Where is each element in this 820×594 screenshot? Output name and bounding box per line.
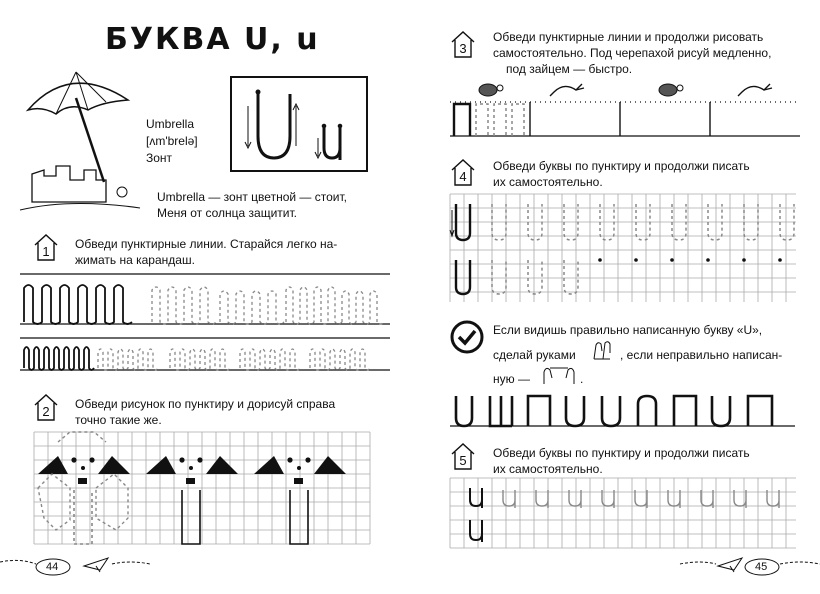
task-4-text-1: Обведи буквы по пунктиру и продолжи писать: [493, 159, 750, 173]
wave-small-dashed: [170, 349, 230, 370]
check-text-2: сделай руками: [493, 348, 576, 362]
start-dot: [778, 258, 782, 262]
poem-line-2: Меня от солнца защитит.: [157, 206, 298, 220]
pole: [74, 490, 92, 544]
page-corner-decoration: [0, 552, 150, 582]
check-letter: [566, 396, 584, 426]
task-5-number: 5: [459, 453, 467, 468]
task-4-text-2: их самостоятельно.: [493, 175, 603, 189]
right-page: [410, 0, 820, 594]
word-transcription: [ʌm'brelə]: [146, 134, 198, 148]
dot: [179, 457, 184, 462]
dot: [297, 466, 301, 470]
umbrella-part: [38, 456, 68, 474]
handle: [294, 478, 303, 484]
letter-u-dashed: [569, 490, 581, 508]
arrow-down: [450, 210, 454, 236]
umbrella-part: [254, 456, 284, 474]
umbrella-part: [314, 456, 346, 474]
handle: [186, 478, 195, 484]
task-3-animals-strip: [450, 78, 810, 144]
letter-u-dashed: [635, 490, 647, 508]
wave-dashed: [286, 287, 342, 324]
turtle-icon: [659, 84, 683, 96]
wave-dashed: [342, 291, 384, 324]
task-3-text-1: Обведи пунктирные линии и продолжи рисовать: [493, 30, 764, 44]
task-4-letter-grid: [450, 194, 800, 306]
letter-u-dashed: [536, 490, 548, 508]
letter-U-dashed: [492, 260, 506, 294]
start-dot: [598, 258, 602, 262]
letter-u-solid: [470, 520, 482, 542]
letter-U-dashed: [528, 260, 542, 294]
check-letter: [456, 396, 472, 426]
dot: [197, 457, 202, 462]
task-5-house-icon: [450, 442, 476, 470]
task-5-text-2: их самостоятельно.: [493, 462, 603, 476]
word-russian: Зонт: [146, 151, 173, 165]
check-letter: [748, 396, 772, 426]
check-letter: [674, 396, 696, 426]
task-3-number: 3: [459, 41, 467, 56]
task-3-text-2: самостоятельно. Под черепахой рисуй медленно,: [493, 46, 772, 60]
umbrella-part: [206, 456, 238, 474]
task-2-text-1: Обведи рисунок по пунктиру и дорисуй справа: [75, 397, 336, 411]
hands-apart-icon: [540, 362, 578, 388]
task-5-letter-grid: [450, 478, 800, 548]
check-mark-icon: [450, 320, 484, 354]
handle: [78, 478, 87, 484]
task-2-house-icon: [33, 393, 59, 421]
task-1-number: 1: [42, 244, 50, 259]
check-letter: [490, 396, 512, 426]
poem-line-1: Umbrella — зонт цветной — стоит,: [157, 190, 347, 204]
start-dot: [670, 258, 674, 262]
clapping-hands-icon: [590, 339, 616, 363]
word-english: Umbrella: [146, 117, 195, 131]
check-text-4: ную —: [493, 372, 530, 386]
letter-U-solid: [456, 260, 470, 294]
task-2-number: 2: [42, 404, 50, 419]
page-corner-decoration: [680, 552, 820, 582]
check-text-3: , если неправильно написан-: [620, 348, 783, 362]
umbrella-sandcastle-illustration: [10, 62, 150, 222]
hare-icon: [738, 84, 772, 96]
dot: [81, 466, 85, 470]
check-letter: [602, 396, 620, 426]
check-letter: [712, 396, 730, 426]
check-letter: [638, 396, 656, 426]
umbrella-part: [146, 456, 176, 474]
pole: [290, 490, 308, 544]
check-text-5: .: [580, 372, 584, 386]
letter-u-solid: [470, 488, 482, 508]
wave-small-dashed: [310, 349, 370, 370]
pole: [182, 490, 200, 544]
start-dot: [706, 258, 710, 262]
umbrella-part: [98, 456, 130, 474]
task-2-umbrella-grid: [34, 432, 374, 550]
dot: [89, 457, 94, 462]
task-1-house-icon: [33, 233, 59, 261]
dot: [305, 457, 310, 462]
letter-u-dashed: [701, 490, 713, 508]
task-3-house-icon: [450, 30, 476, 58]
dot: [189, 466, 193, 470]
page-number-right: 45: [755, 561, 768, 573]
task-2-text-2: точно такие же.: [75, 413, 162, 427]
wave-dashed: [152, 287, 216, 324]
task-4-house-icon: [450, 158, 476, 186]
page-title: БУКВА U, u: [105, 22, 320, 57]
start-dot: [742, 258, 746, 262]
page-number-left: 44: [46, 561, 59, 573]
wave-small-dashed: [240, 349, 300, 370]
task-3-text-3: под зайцем — быстро.: [506, 62, 633, 76]
dot: [71, 457, 76, 462]
dot: [287, 457, 292, 462]
wave-solid: [24, 285, 132, 324]
task-5-text-1: Обведи буквы по пунктиру и продолжи писать: [493, 446, 750, 460]
check-letter: [528, 396, 550, 426]
task-1-text-2: жимать на карандаш.: [75, 253, 195, 267]
task-1-wave-tracing: [20, 272, 390, 382]
letter-u-dashed: [767, 490, 779, 508]
task-1-text-1: Обведи пунктирные линии. Старайся легко на-: [75, 237, 338, 251]
hare-icon: [550, 84, 584, 96]
turtle-icon: [479, 84, 503, 96]
check-letters-row: [450, 390, 800, 432]
wave-small-solid: [24, 347, 94, 370]
letter-sample-box: [230, 76, 368, 172]
wave-dashed: [220, 291, 284, 324]
start-dot: [634, 258, 638, 262]
letter-u-dashed: [503, 490, 515, 508]
check-text-1: Если видишь правильно написанную букву «U»,: [493, 323, 763, 337]
wave-small-dashed: [98, 349, 158, 370]
task-4-number: 4: [459, 169, 467, 184]
